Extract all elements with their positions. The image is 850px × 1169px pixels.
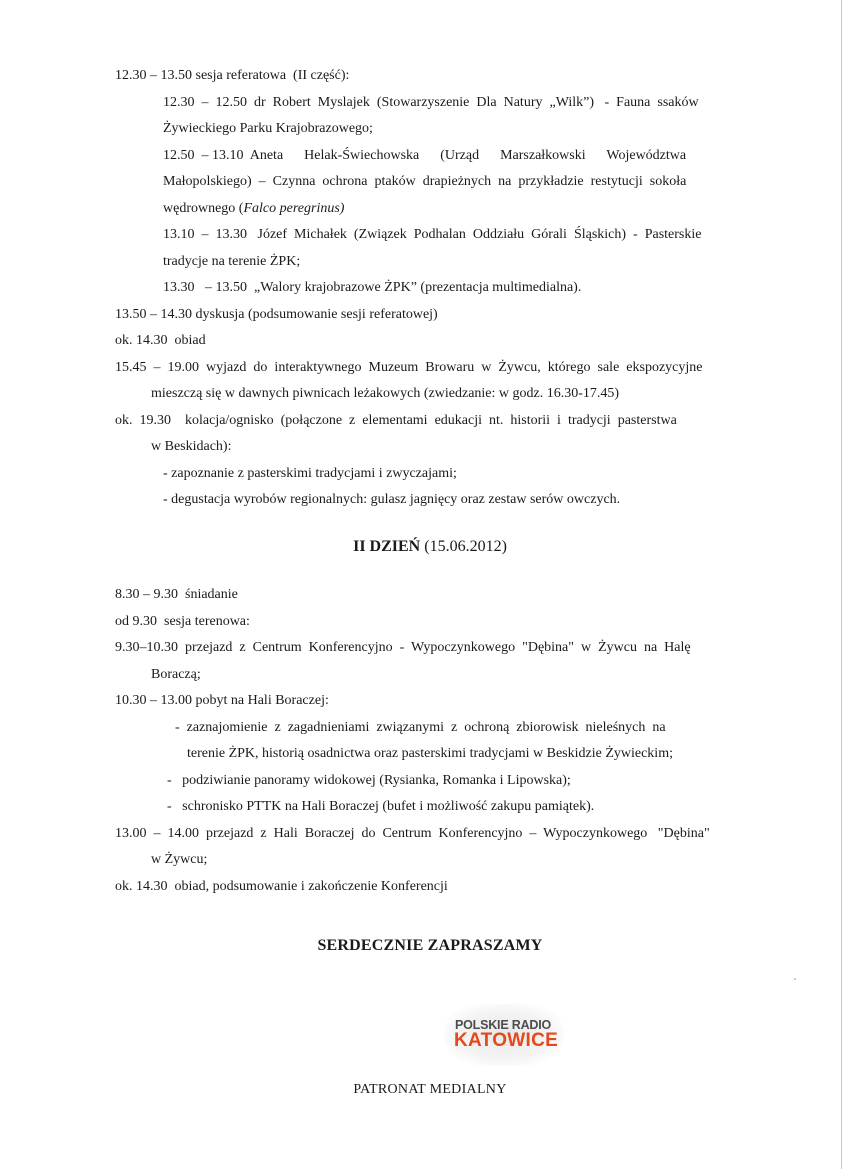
talk-4 xyxy=(115,275,745,302)
hala-stay-items xyxy=(115,715,745,821)
species-name: Falco peregrinus) xyxy=(243,200,345,216)
field-session: od 9.30 sesja terenowa: xyxy=(115,613,250,629)
closing-invitation: SERDECZNIE ZAPRASZAMY xyxy=(317,937,543,954)
polskie-radio-katowice-logo xyxy=(452,1012,580,1058)
session-heading: 12.30 – 13.50 sesja referatowa (II część): xyxy=(115,68,350,83)
hala-stay: 10.30 – 13.00 pobyt na Hali Boraczej: xyxy=(115,693,329,708)
museum-trip xyxy=(115,355,745,408)
museum-trip-line2: mieszczą się w dawnych piwnicach leżakowych (zwiedzanie: w godz. 16.30-17.45) xyxy=(151,386,620,401)
transfer-2-line1: 13.00 – 14.00 przejazd z Hali Boraczej do Centrum Konferencyjno – Wypoczynkowego "Dębina" xyxy=(115,825,710,841)
talk-3-line1: 13.10 – 13.30 Józef Michałek (Związek Podhalan Oddziału Górali Śląskich) - Pasterskie xyxy=(163,227,702,242)
day2-heading-label: II DZIEŃ xyxy=(353,537,421,555)
scan-speck xyxy=(794,978,796,980)
dinner xyxy=(115,408,745,514)
talk-1-line1: 12.30 – 12.50 dr Robert Myslajek (Stowarzyszenie Dla Natury „Wilk”) - Fauna ssaków xyxy=(163,94,699,110)
closing-line: ok. 14.30 obiad, podsumowanie i zakończenie Konferencji xyxy=(115,878,448,894)
talk-2 xyxy=(115,143,745,223)
dinner-item: - zapoznanie z pasterskimi tradycjami i zwyczajami; xyxy=(163,465,457,481)
stay-item-1-line2: terenie ŻPK, historią osadnictwa oraz pasterskimi tradycjami w Beskidzie Żywieckim; xyxy=(187,746,673,761)
media-patronage: PATRONAT MEDIALNY xyxy=(353,1082,507,1097)
logo-top-text: POLSKIE RADIO xyxy=(455,1018,552,1032)
talk-1-line2: Żywieckiego Parku Krajobrazowego; xyxy=(163,121,373,136)
museum-trip-line1: 15.45 – 19.00 wyjazd do interaktywnego Muzeum Browaru w Żywcu, którego sale ekspozycyjne xyxy=(115,359,703,375)
lunch: ok. 14.30 obiad xyxy=(115,333,206,348)
talk-1 xyxy=(115,90,745,143)
talk-2-line1: 12.50 – 13.10 Aneta Helak-Świechowska (Urząd Marszałkowski Województwa xyxy=(163,147,687,163)
stay-item-2: - podziwianie panoramy widokowej (Rysianka, Romanka i Lipowska); xyxy=(167,772,571,788)
transfer-1 xyxy=(115,635,745,688)
transfer-1-line2: Boraczą; xyxy=(151,666,201,682)
talk-2-line3 xyxy=(115,196,745,223)
talk-2-line3-prefix: wędrownego ( xyxy=(163,200,244,216)
transfer-2 xyxy=(115,821,745,874)
dinner-item: - degustacja wyrobów regionalnych: gulasz jagnięcy oraz zestaw serów owczych. xyxy=(163,492,621,507)
talk-3-line2: tradycje na terenie ŻPK; xyxy=(163,253,301,269)
transfer-2-line2: w Żywcu; xyxy=(151,852,208,867)
talk-2-line2: Małopolskiego) – Czynna ochrona ptaków drapieżnych na przykładzie restytucji sokoła xyxy=(163,174,687,189)
logo-bottom-text: KATOWICE xyxy=(454,1030,559,1051)
discussion: 13.50 – 14.30 dyskusja (podsumowanie sesji referatowej) xyxy=(115,306,438,322)
day2-heading xyxy=(115,534,745,561)
dinner-line1: ok. 19.30 kolacja/ognisko (połączone z elementami edukacji nt. historii i tradycji pasterstwa xyxy=(115,412,677,428)
talk-4-line1: 13.30 – 13.50 „Walory krajobrazowe ŻPK” (prezentacja multimedialna). xyxy=(163,280,582,295)
document-body xyxy=(115,63,745,900)
day2-heading-date: (15.06.2012) xyxy=(420,537,507,555)
dinner-line2: w Beskidach): xyxy=(151,439,232,454)
stay-item-1-line1: - zaznajomienie z zagadnieniami związanymi z ochroną zbiorowisk nieleśnych na xyxy=(175,719,666,735)
page-edge xyxy=(841,0,842,1169)
breakfast: 8.30 – 9.30 śniadanie xyxy=(115,587,238,602)
stay-item-3: - schronisko PTTK na Hali Boraczej (bufet i możliwość zakupu pamiątek). xyxy=(167,799,595,814)
talk-3 xyxy=(115,222,745,275)
transfer-1-line1: 9.30–10.30 przejazd z Centrum Konferencyjno - Wypoczynkowego "Dębina" w Żywcu na Halę xyxy=(115,640,691,655)
